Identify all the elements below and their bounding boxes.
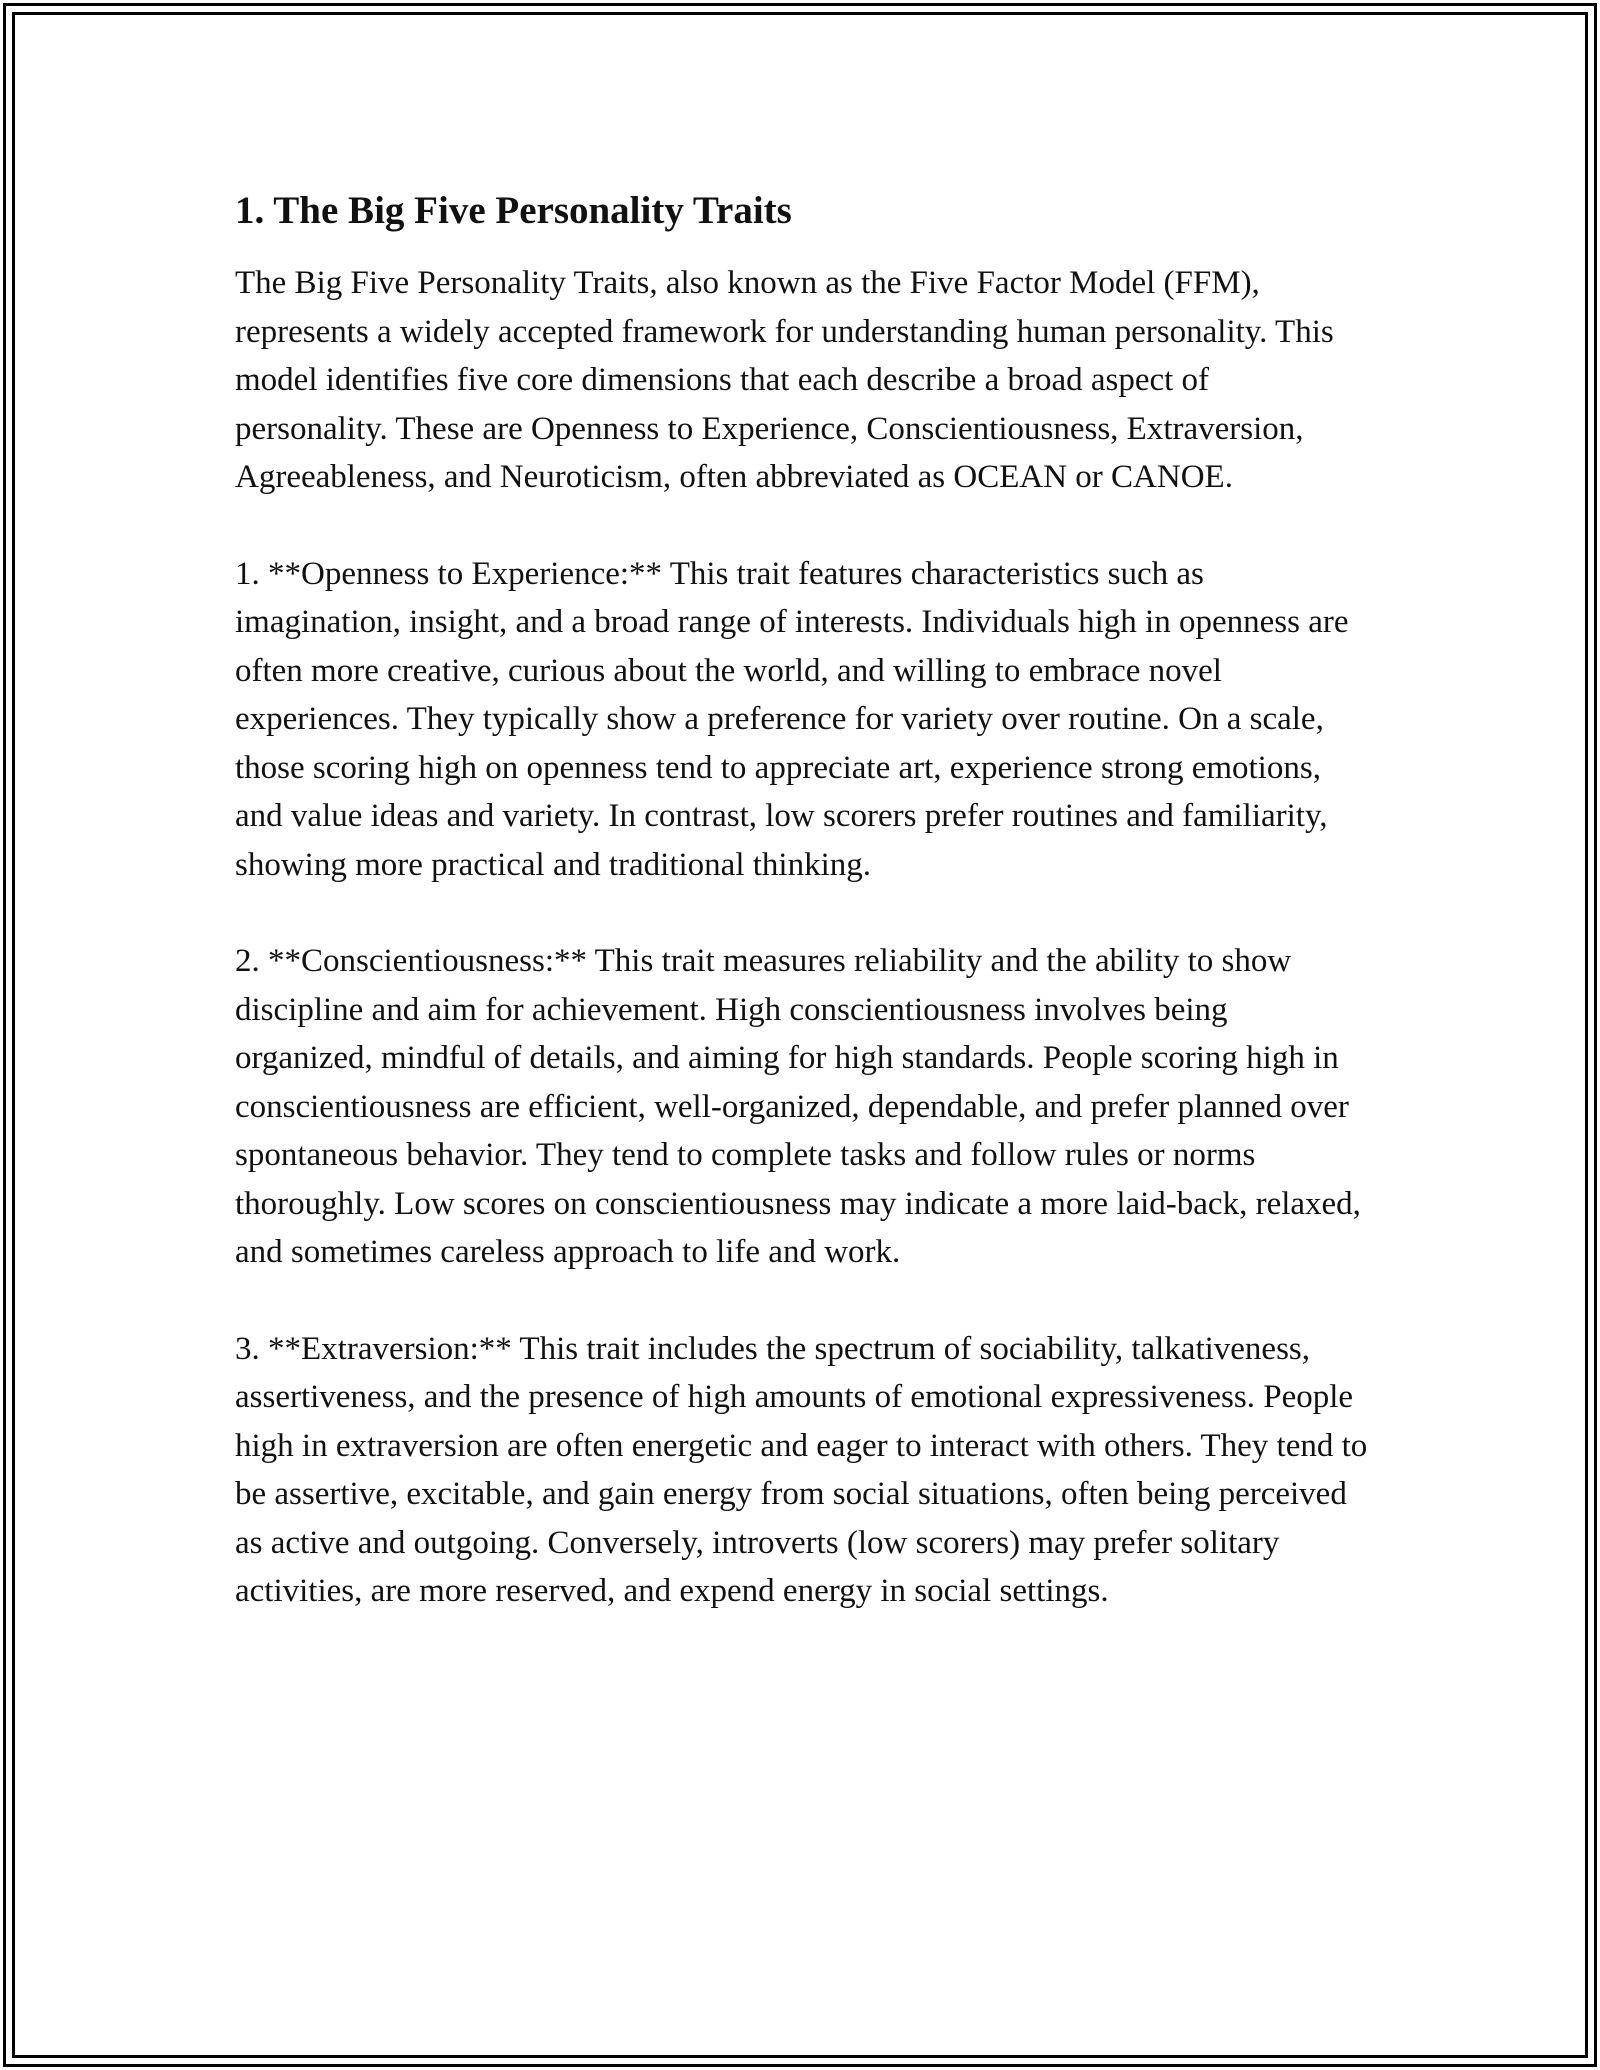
openness-paragraph: 1. **Openness to Experience:** This trait features characteristics such as imagination, insight, and a broad range of interests. Individuals high in openness are often more creative, curious about the world, and willing to embrace novel experiences. They typically show a preference for variety over routine. On a scale, those scoring high on openness tend to appreciate art, experience strong emotions, and value ideas and variety. In contrast, low scorers prefer routines and familiarity, showing more practical and traditional thinking. (235, 555, 1349, 883)
extraversion-paragraph: 3. **Extraversion:** This trait includes the spectrum of sociability, talkativeness, assertiveness, and the presence of high amounts of emotional expressiveness. People high in extraversion are often energetic and eager to interact with others. They tend to be assertive, excitable, and gain energy from social situations, often being perceived as active and outgoing. Conversely, introverts (low scorers) may prefer solitary activities, are more reserved, and expend energy in social settings. (235, 1330, 1368, 1609)
section-heading: 1. The Big Five Personality Traits (235, 189, 792, 232)
document-body (235, 185, 1370, 1664)
conscientiousness-paragraph: 2. **Conscientiousness:** This trait measures reliability and the ability to show discipline and aim for achievement. High conscientiousness involves being organized, mindful of details, and aiming for high standards. People scoring high in conscientiousness are efficient, well-organized, dependable, and prefer planned over spontaneous behavior. They tend to complete tasks and follow rules or norms thoroughly. Low scores on conscientiousness may indicate a more laid-back, relaxed, and sometimes careless approach to life and work. (235, 943, 1361, 1270)
intro-paragraph: The Big Five Personality Traits, also known as the Five Factor Model (FFM), represents a widely accepted framework for understanding human personality. This model identifies five core dimensions that each describe a broad aspect of personality. These are Openness to Experience, Conscientiousness, Extraversion, Agreeableness, and Neuroticism, often abbreviated as OCEAN or CANOE. (235, 265, 1334, 495)
